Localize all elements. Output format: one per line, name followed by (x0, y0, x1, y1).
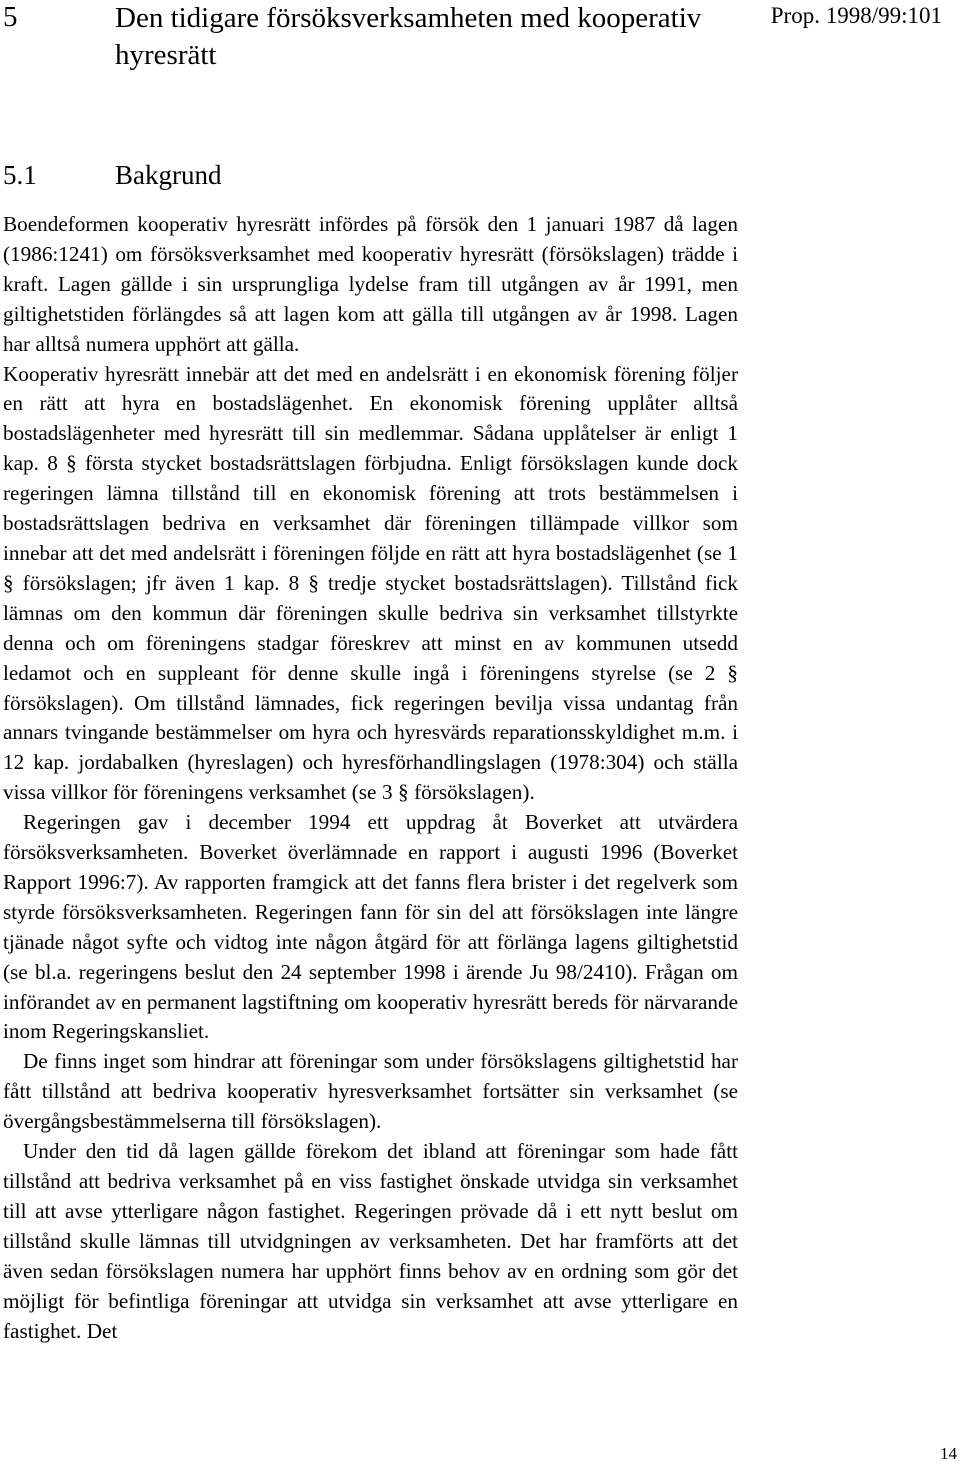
paragraph-2: Kooperativ hyresrätt innebär att det med en andelsrätt i en ekonomisk förening följer en rätt att hyra en bostadslägenhet. En ekonomisk förening upplåter alltså bostadslägenheter med hyresrätt till sin medlemmar. Sådana upplåtelser är enligt 1 kap. 8 § första stycket bostadsrättslagen förbjudna. Enligt försökslagen kunde dock regeringen lämna tillstånd till en ekonomisk förening att trots bestämmelsen i bostadsrättslagen bedriva en verksamhet där föreningen tillämpade villkor som innebar att det med andelsrätt i föreningen följde en rätt att hyra bostadslägenhet (se 1 § försökslagen; jfr även 1 kap. 8 § tredje stycket bostadsrättslagen). Tillstånd fick lämnas om den kommun där föreningen skulle bedriva sin verksamhet tillstyrkte denna och om föreningens stadgar föreskrev att minst en av kommunen utsedd ledamot och en suppleant för denne skulle ingå i föreningens styrelse (se 2 § försökslagen). Om tillstånd lämnades, fick regeringen bevilja vissa undantag från annars tvingande bestämmelser om hyra och hyresvärds reparationsskyldighet m.m. i 12 kap. jordabalken (hyreslagen) och hyresförhandlingslagen (1978:304) och ställa vissa villkor för föreningens verksamhet (se 3 § försökslagen). (3, 361, 738, 805)
paragraph-5: Under den tid då lagen gällde förekom det ibland att föreningar som hade fått tillstånd att bedriva verksamhet på en viss fastighet önskade utvidga sin verksamhet till att avse ytterligare någon fastighet. Regeringen prövade då i ett nytt beslut om tillstånd skulle lämnas till utvidgningen av verksamheten. Det har framförts att det även sedan försökslagen numera har upphört finns behov av en ordning som gör det möjligt för befintliga föreningar att utvidga sin verksamhet att avse ytterligare en fastighet. Det (3, 1139, 738, 1343)
section-heading (3, 158, 221, 192)
chapter-number: 5 (3, 1, 18, 33)
paragraph-3: Regeringen gav i december 1994 ett uppdrag åt Boverket att utvärdera försöksverksamheten. Boverket överlämnade en rapport i augusti 1996 (Boverket Rapport 1996:7). Av rapporten framgick att det fanns flera brister i det regelverk som styrde försöksverksamheten. Regeringen fann för sin del att försökslagen inte längre tjänade något syfte och vidtog inte någon åtgärd för att förlänga lagens giltighetstid (se bl.a. regeringens beslut den 24 september 1998 i ärende Ju 98/2410). Frågan om införandet av en permanent lagstiftning om kooperativ hyresrätt bereds för närvarande inom Regeringskansliet. (3, 810, 738, 1044)
chapter-title: Den tidigare försöksverksamheten med kooperativ hyresrätt (115, 2, 702, 71)
paragraph-4: De finns inget som hindrar att föreningar som under försökslagens giltighetstid har fått tillstånd att bedriva kooperativ hyresverksamhet fortsätter sin verksamhet (se övergångsbestämmelserna till försökslagen). (3, 1049, 738, 1134)
page-number: 14 (940, 1444, 957, 1463)
body-text (3, 210, 738, 1346)
paragraph-1: Boendeformen kooperativ hyresrätt infördes på försök den 1 januari 1987 då lagen (1986:1241) om försöksverksamhet med kooperativ hyresrätt (försökslagen) trädde i kraft. Lagen gällde i sin ursprungliga lydelse fram till utgången av år 1991, men giltighetstiden förlängdes så att lagen kom att gälla till utgången av år 1998. Lagen har alltså numera upphört att gälla. (3, 212, 738, 356)
section-number: 5.1 (3, 160, 37, 190)
section-title: Bakgrund (115, 160, 222, 190)
document-reference: Prop. 1998/99:101 (770, 3, 942, 28)
